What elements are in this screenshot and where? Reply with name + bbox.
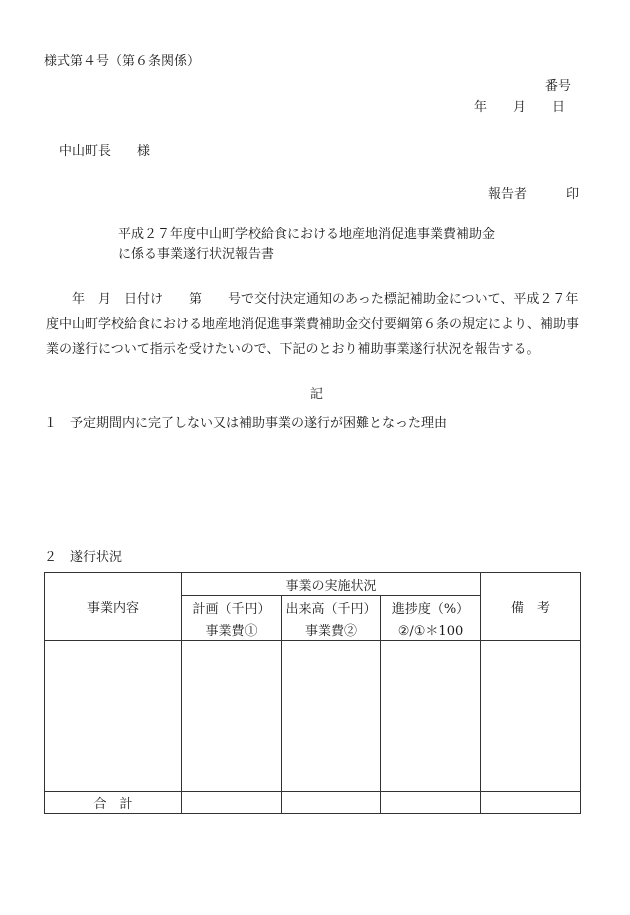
item-1-heading: １ 予定期間内に完了しない又は補助事業の遂行が困難となった理由: [44, 416, 448, 431]
header-plan: 計画（千円）: [182, 596, 282, 619]
total-row: [45, 792, 581, 814]
total-actual-cell[interactable]: [282, 792, 381, 814]
ki-heading: 記: [310, 387, 324, 402]
content-cell[interactable]: [45, 641, 182, 792]
header-actual: 出来高（千円）: [282, 596, 381, 619]
addressee: 中山町長 様: [59, 144, 151, 159]
progress-cell[interactable]: [381, 641, 481, 792]
subheader-progress-formula: ②/①＊100: [381, 619, 481, 641]
subheader-plan-cost: 事業費①: [182, 619, 282, 641]
reporter-line: 報告者 印: [488, 187, 580, 202]
header-business-content: 事業内容: [45, 573, 182, 641]
header-notes: 備 考: [481, 573, 581, 641]
plan-cell[interactable]: [182, 641, 282, 792]
total-label: 合 計: [45, 792, 182, 814]
item-2-heading: ２ 遂行状況: [44, 550, 123, 565]
total-notes-cell[interactable]: [481, 792, 581, 814]
total-progress-cell[interactable]: [381, 792, 481, 814]
body-paragraph: 年 月 日付け 第 号で交付決定通知のあった標記補助金について、平成２７年度中山町学校給食における地産地消促進事業費補助金交付要綱第６条の規定により、補助事業の遂行について指示を受けたいので、下記のとおり補助事業遂行状況を報告する。: [46, 292, 580, 357]
table-row: [45, 641, 581, 792]
title-line-2: に係る事業遂行状況報告書: [118, 247, 275, 262]
header-progress: 進捗度（%）: [381, 596, 481, 619]
notes-cell[interactable]: [481, 641, 581, 792]
actual-cell[interactable]: [282, 641, 381, 792]
form-number: 様式第４号（第６条関係）: [44, 54, 201, 69]
number-label: 番号: [545, 79, 572, 94]
header-implementation-status: 事業の実施状況: [182, 573, 481, 596]
status-table: [44, 572, 581, 814]
date-line: 年 月 日: [474, 100, 566, 115]
subheader-actual-cost: 事業費②: [282, 619, 381, 641]
title-line-1: 平成２７年度中山町学校給食における地産地消促進事業費補助金: [118, 227, 496, 242]
total-plan-cell[interactable]: [182, 792, 282, 814]
document-title: [118, 225, 495, 265]
